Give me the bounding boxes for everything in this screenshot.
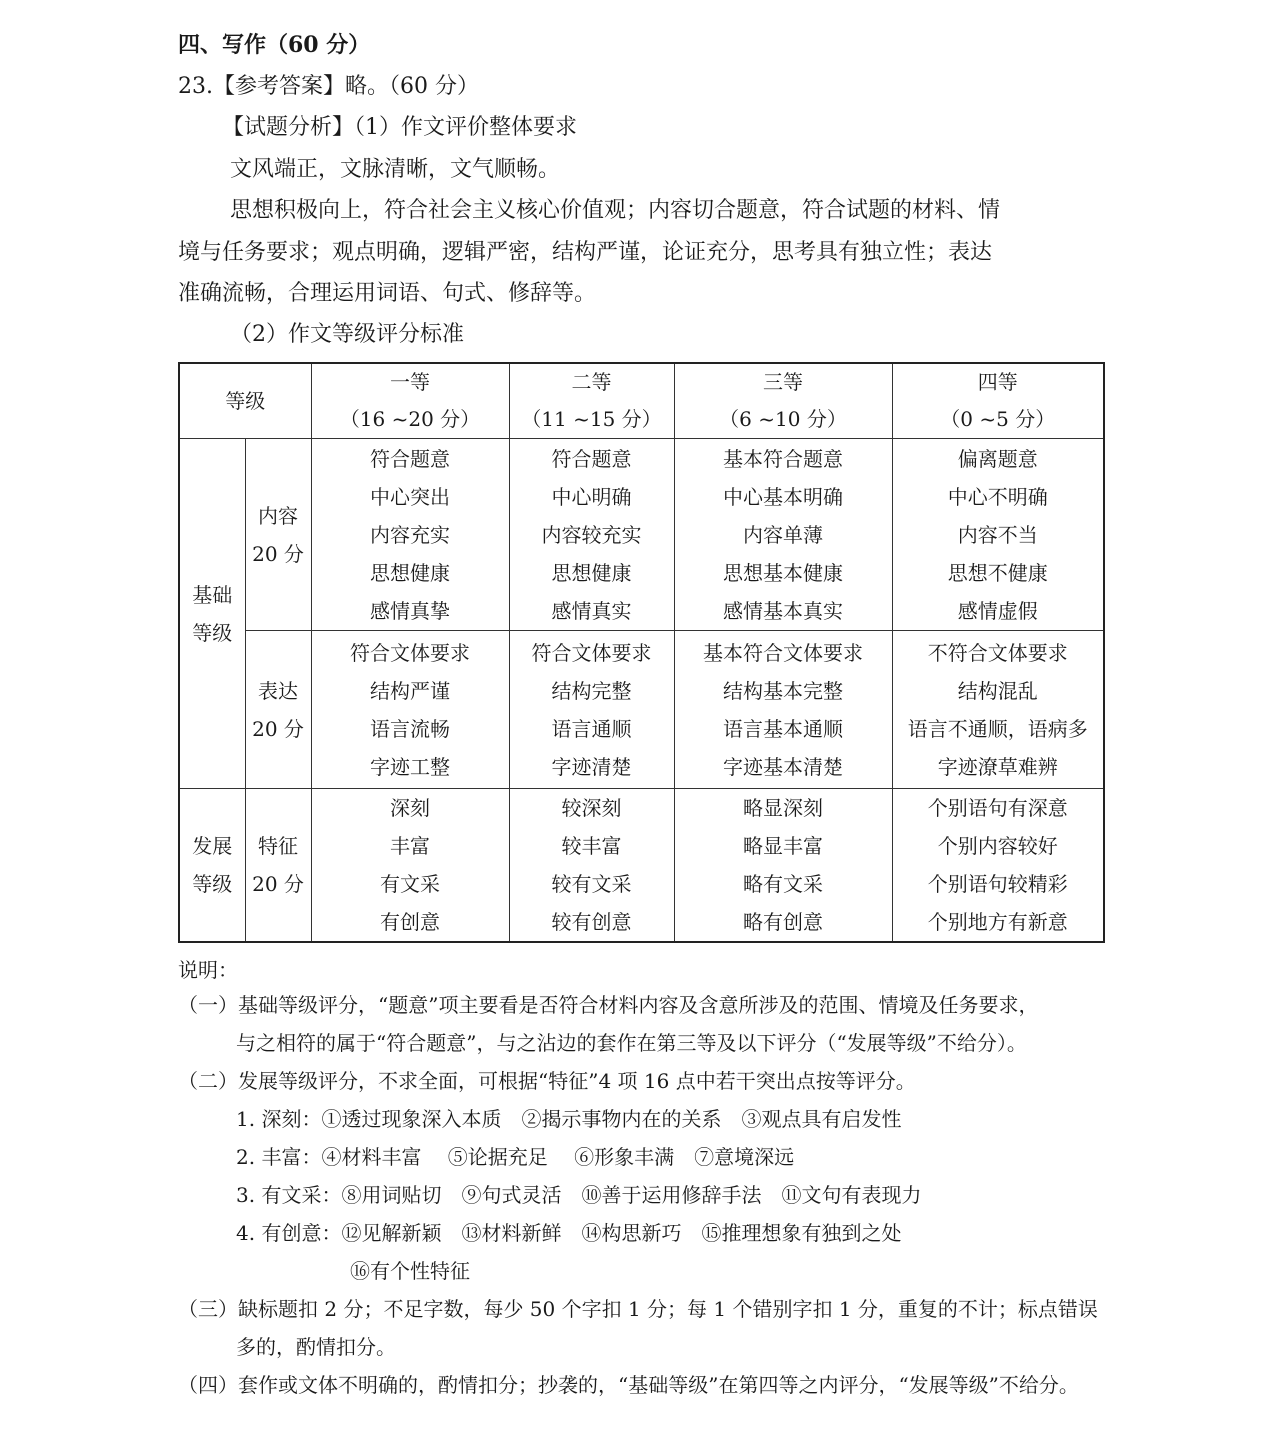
feature-level-1 (311, 789, 509, 943)
standard-title: （2）作文等级评分标准 (230, 322, 464, 347)
criterion: 基本符合题意 (723, 446, 843, 471)
criterion: 略显丰富 (743, 834, 823, 858)
criterion: 符合文体要求 (350, 640, 470, 665)
criterion: 内容较充实 (541, 522, 642, 547)
note-2-item-4: 4. 有创意：⑫见解新颖 ⑬材料新鲜 ⑭构思新巧 ⑮推理想象有独到之处 (236, 1221, 902, 1245)
expression-level-3 (674, 631, 892, 789)
criterion: 中心突出 (370, 484, 450, 509)
requirement-2-line-1: 思想积极向上，符合社会主义核心价值观；内容切合题意，符合试题的材料、情 (230, 198, 1001, 223)
analysis-title: 【试题分析】（1）作文评价整体要求 (222, 115, 577, 140)
grade-header-cell (179, 363, 311, 439)
label-line: 特征 (258, 834, 298, 858)
criterion: 深刻 (390, 796, 430, 820)
requirement-1: 文风端正，文脉清晰，文气顺畅。 (230, 157, 561, 182)
criterion: 符合题意 (370, 446, 450, 471)
criterion: 较丰富 (561, 834, 622, 858)
criterion: 字迹潦草难辨 (937, 754, 1058, 779)
level-name: 二等 (571, 370, 612, 394)
expression-level-4 (892, 631, 1104, 789)
feature-level-2 (509, 789, 674, 943)
content-level-4 (892, 439, 1104, 631)
criterion: 个别地方有新意 (927, 910, 1068, 934)
criterion: 内容单薄 (743, 522, 823, 547)
criterion: 感情真挚 (370, 598, 450, 623)
label-line: 20 分 (252, 716, 304, 741)
criterion: 结构严谨 (370, 678, 450, 703)
grading-table (178, 362, 1105, 943)
level-range: （6 ~10 分） (719, 407, 847, 431)
label-line: 表达 (258, 678, 298, 703)
level-range: （0 ~5 分） (940, 407, 1056, 431)
development-grade-label (179, 789, 245, 943)
section-heading: 四、写作（60 分） (178, 32, 371, 58)
criterion: 略有创意 (743, 910, 823, 934)
grade-header: 等级 (225, 388, 266, 413)
criterion: 语言基本通顺 (723, 716, 843, 741)
criterion: 字迹清楚 (551, 754, 632, 779)
criterion: 略显深刻 (743, 796, 823, 820)
criterion: 语言通顺 (551, 716, 632, 741)
note-3-line-1: （三）缺标题扣 2 分；不足字数，每少 50 个字扣 1 分；每 1 个错别字扣 1 分，重复的不计；标点错误 (178, 1297, 1098, 1321)
criterion: 感情基本真实 (723, 598, 843, 623)
criterion: 较有文采 (551, 872, 632, 896)
criterion: 感情真实 (551, 598, 632, 623)
label-line: 发展 (192, 834, 233, 858)
expression-level-2 (509, 631, 674, 789)
question-23-answer: 23.【参考答案】略。（60 分） (178, 74, 479, 99)
criterion: 个别语句较精彩 (927, 872, 1068, 896)
criterion: 感情虚假 (957, 598, 1038, 623)
criterion: 丰富 (390, 834, 430, 858)
criterion: 字迹基本清楚 (723, 754, 843, 779)
criterion: 结构完整 (551, 678, 632, 703)
expression-label (245, 631, 311, 789)
criterion: 中心基本明确 (723, 484, 843, 509)
content-level-3 (674, 439, 892, 631)
level-3-header (674, 363, 892, 439)
criterion: 字迹工整 (370, 754, 450, 779)
note-4: （四）套作或文体不明确的，酌情扣分；抄袭的，“基础等级”在第四等之内评分，“发展等级”不给分。 (178, 1373, 1079, 1397)
criterion: 思想基本健康 (723, 560, 843, 585)
criterion: 偏离题意 (957, 446, 1038, 471)
note-2-item-4-cont: ⑯有个性特征 (350, 1259, 470, 1283)
criterion: 较有创意 (551, 910, 632, 934)
note-1-line-2: 与之相符的属于“符合题意”，与之沾边的套作在第三等及以下评分（“发展等级”不给分）。 (236, 1031, 1027, 1055)
criterion: 基本符合文体要求 (703, 640, 863, 665)
criterion: 个别语句有深意 (927, 796, 1068, 820)
note-2: （二）发展等级评分，不求全面，可根据“特征”4 项 16 点中若干突出点按等评分。 (178, 1069, 916, 1093)
label-line: 等级 (192, 872, 233, 896)
expression-level-1 (311, 631, 509, 789)
feature-level-4 (892, 789, 1104, 943)
note-1-line-1: （一）基础等级评分，“题意”项主要看是否符合材料内容及含意所涉及的范围、情境及任务要求， (178, 993, 1039, 1017)
criterion: 结构混乱 (957, 678, 1038, 703)
criterion: 个别内容较好 (937, 834, 1058, 858)
note-2-item-2: 2. 丰富：④材料丰富 ⑤论据充足 ⑥形象丰满 ⑦意境深远 (236, 1145, 795, 1169)
level-name: 三等 (763, 370, 803, 394)
criterion: 符合文体要求 (531, 640, 652, 665)
content-level-1 (311, 439, 509, 631)
criterion: 结构基本完整 (723, 678, 843, 703)
criterion: 较深刻 (561, 796, 622, 820)
level-4-header (892, 363, 1104, 439)
feature-label (245, 789, 311, 943)
label-line: 20 分 (252, 541, 304, 566)
note-2-item-1: 1. 深刻：①透过现象深入本质 ②揭示事物内在的关系 ③观点具有启发性 (236, 1107, 902, 1131)
label-line: 20 分 (252, 872, 304, 896)
criterion: 思想健康 (551, 560, 632, 585)
criterion: 内容充实 (370, 522, 450, 547)
criterion: 不符合文体要求 (927, 640, 1068, 665)
label-line: 等级 (192, 620, 233, 645)
criterion: 内容不当 (957, 522, 1038, 547)
notes-title: 说明： (178, 958, 238, 982)
criterion: 思想健康 (370, 560, 450, 585)
requirement-2-line-2: 境与任务要求；观点明确，逻辑严密，结构严谨，论证充分，思考具有独立性；表达 (178, 240, 993, 265)
note-3-line-2: 多的，酌情扣分。 (236, 1335, 396, 1359)
feature-level-3 (674, 789, 892, 943)
level-range: （11 ~15 分） (521, 407, 662, 431)
content-label (245, 439, 311, 631)
content-level-2 (509, 439, 674, 631)
criterion: 语言流畅 (370, 716, 450, 741)
criterion: 思想不健康 (947, 560, 1048, 585)
criterion: 略有文采 (743, 872, 823, 896)
criterion: 有创意 (380, 910, 440, 934)
level-range: （16 ~20 分） (339, 407, 481, 431)
requirement-2-line-3: 准确流畅，合理运用词语、句式、修辞等。 (178, 281, 597, 306)
label-line: 基础 (192, 582, 233, 607)
level-1-header (311, 363, 509, 439)
basic-grade-label (179, 439, 245, 789)
note-2-item-3: 3. 有文采：⑧用词贴切 ⑨句式灵活 ⑩善于运用修辞手法 ⑪文句有表现力 (236, 1183, 922, 1207)
level-name: 四等 (977, 370, 1018, 394)
criterion: 语言不通顺，语病多 (907, 716, 1088, 741)
level-name: 一等 (390, 370, 430, 394)
level-2-header (509, 363, 674, 439)
criterion: 中心不明确 (947, 484, 1048, 509)
criterion: 中心明确 (551, 484, 632, 509)
criterion: 有文采 (380, 872, 440, 896)
label-line: 内容 (258, 503, 298, 528)
criterion: 符合题意 (551, 446, 632, 471)
